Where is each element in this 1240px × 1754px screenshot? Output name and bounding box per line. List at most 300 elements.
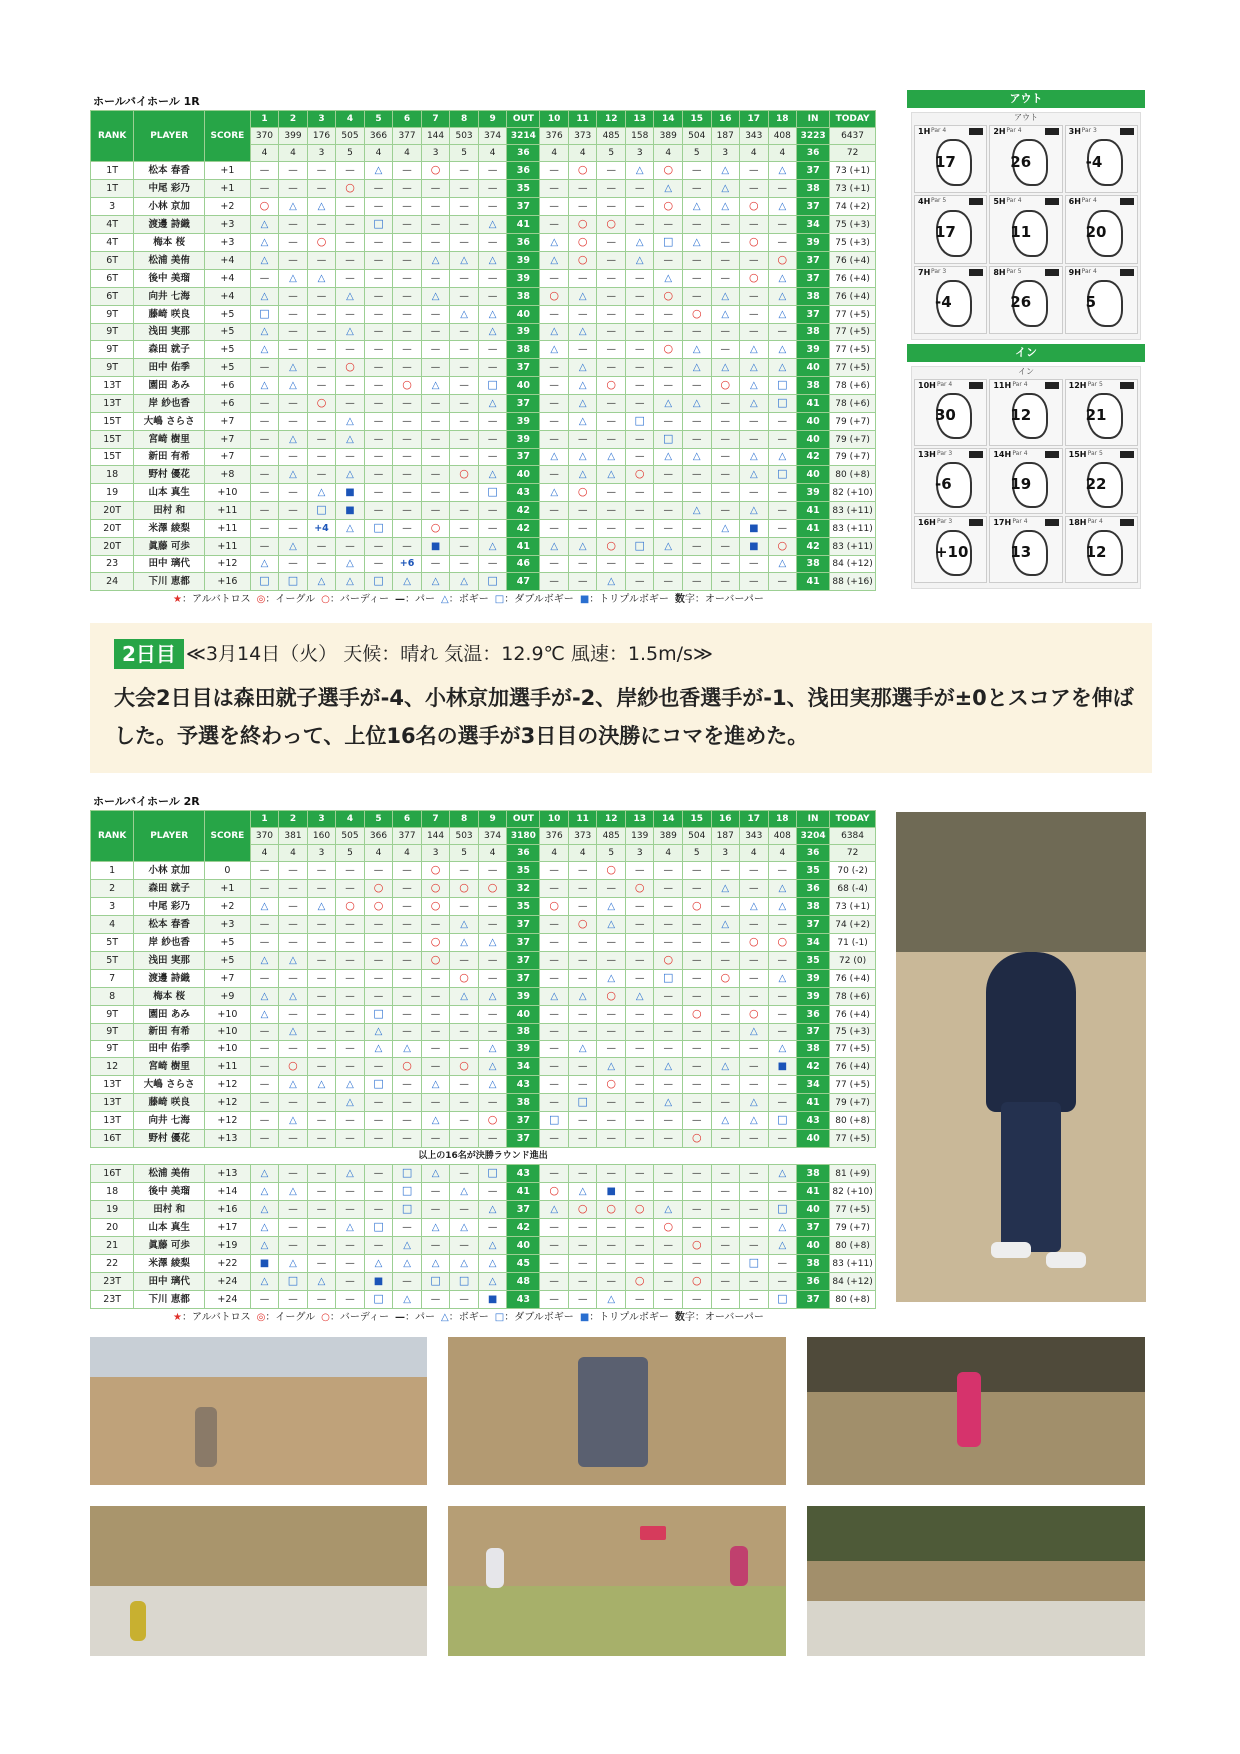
score-mark: —: [316, 1096, 327, 1108]
score-mark: △: [403, 1257, 411, 1269]
hole-result: [597, 395, 626, 413]
score-mark: —: [402, 182, 412, 194]
score-mark: —: [777, 504, 788, 516]
hole-result: [740, 449, 769, 466]
score-mark: ○: [430, 863, 441, 876]
today-total: 76 (+4): [830, 1006, 876, 1024]
hole-result: [336, 1058, 365, 1076]
score-mark: —: [663, 1043, 673, 1054]
player-score: +13: [205, 1165, 251, 1183]
player-rank: 13T: [91, 395, 134, 413]
score-mark: △: [260, 1275, 269, 1287]
score-mark: ○: [663, 163, 674, 176]
hole-par: 4: [540, 145, 569, 162]
score-mark: □: [634, 414, 645, 427]
hole-result: [568, 502, 597, 520]
score-mark: —: [577, 575, 588, 587]
player-name: 中尾 彩乃: [134, 180, 205, 198]
hole-result: [450, 1183, 479, 1201]
hole-par: 4: [393, 845, 422, 862]
player-rank: 23: [91, 556, 134, 573]
hole-result: [250, 934, 279, 952]
hole-result: [279, 198, 308, 216]
in-total: 39: [797, 970, 830, 988]
table-row: [91, 970, 876, 988]
rank-header: RANK: [91, 811, 134, 862]
hole-result: [625, 466, 654, 484]
score-mark: —: [577, 1060, 588, 1072]
score-mark: —: [749, 164, 759, 176]
hole-result: [768, 1255, 797, 1273]
score-mark: △: [488, 1043, 497, 1054]
score-mark: —: [749, 1167, 759, 1179]
score-mark: —: [402, 254, 412, 266]
hole-result: [307, 916, 336, 934]
score-mark: —: [316, 1167, 327, 1179]
today-total: 70 (-2): [830, 862, 876, 880]
score-mark: △: [289, 954, 297, 966]
score-mark: △: [488, 218, 497, 230]
hole-result: [597, 1094, 626, 1112]
score-mark: —: [373, 1096, 384, 1108]
hole-result: [336, 502, 365, 520]
pin-flag-icon: [1120, 269, 1134, 276]
score-mark: —: [402, 1132, 412, 1144]
score-mark: —: [549, 468, 559, 480]
hole-result: [625, 198, 654, 216]
player-rank: 9T: [91, 1006, 134, 1024]
hole-result: [364, 1094, 393, 1112]
in-total: 37: [797, 1024, 830, 1041]
hole-result: [279, 898, 308, 916]
hole-result: [250, 1255, 279, 1273]
score-mark: —: [316, 1060, 327, 1072]
today-total: 77 (+5): [830, 324, 876, 341]
score-mark: —: [316, 540, 327, 552]
score-mark: —: [606, 1239, 616, 1251]
legend-item-eagle: [257, 1312, 315, 1323]
score-mark: ○: [691, 1274, 702, 1287]
hole-result: [279, 324, 308, 341]
score-mark: —: [692, 1026, 702, 1037]
hole-result: [478, 862, 507, 880]
hole-result: [250, 1058, 279, 1076]
out-total: 35: [507, 862, 540, 880]
score-mark: △: [460, 990, 468, 1002]
score-mark: —: [634, 1293, 645, 1305]
score-mark: ○: [373, 899, 384, 912]
hole-result: [540, 198, 569, 216]
legend-item-birdie: [321, 594, 389, 605]
score-mark: —: [345, 972, 355, 984]
hole-yards: 374: [478, 828, 507, 845]
hole-result: [568, 1130, 597, 1148]
score-mark: —: [606, 182, 616, 194]
hole-result: [250, 1165, 279, 1183]
hole-result: [625, 341, 654, 359]
score-mark: —: [549, 1060, 559, 1072]
hole-result: [393, 413, 422, 431]
score-mark: —: [430, 504, 441, 516]
hole-yards: 399: [279, 128, 308, 145]
hole-result: [393, 1130, 422, 1148]
score-mark: —: [288, 522, 298, 534]
hole-result: [711, 520, 740, 538]
player-score: +5: [205, 934, 251, 952]
in-total: 39: [797, 988, 830, 1006]
in-total: 37: [797, 1291, 830, 1309]
score-mark: —: [459, 1043, 469, 1054]
score-mark: —: [549, 218, 559, 230]
score-mark: □: [548, 1113, 560, 1126]
hole-result: [711, 1219, 740, 1237]
hole-result: [654, 862, 683, 880]
score-mark: —: [288, 882, 298, 894]
score-mark: △: [578, 540, 587, 552]
hole-par: Par 4: [1087, 518, 1103, 526]
score-mark: —: [720, 415, 731, 427]
hole-yards: 160: [307, 828, 336, 845]
hole-yards: 377: [393, 828, 422, 845]
player-score: +7: [205, 431, 251, 449]
score-mark: —: [402, 236, 412, 248]
score-mark: —: [777, 954, 788, 966]
player-name: 藤崎 咲良: [134, 306, 205, 324]
player-rank: 6T: [91, 252, 134, 270]
score-mark: —: [316, 1221, 327, 1233]
legend-item-albatross: [173, 594, 251, 605]
hole-par: Par 3: [931, 267, 947, 275]
legend-symbol: △: [441, 594, 449, 605]
hole-number: 11H: [993, 381, 1012, 390]
score-mark: □: [663, 432, 674, 445]
scorecard-2r: [90, 810, 876, 1309]
hole-result: [478, 288, 507, 306]
score-mark: —: [345, 397, 355, 409]
hole-result: [683, 1165, 712, 1183]
score-mark: —: [459, 1096, 469, 1108]
score-mark: —: [373, 343, 384, 355]
today-total: 83 (+11): [830, 538, 876, 556]
score-mark: —: [777, 182, 788, 194]
score-mark: —: [749, 972, 759, 984]
hole-result: [364, 898, 393, 916]
hole-yards: 370: [250, 828, 279, 845]
hole-par: 4: [768, 845, 797, 862]
score-mark: △: [578, 451, 587, 462]
today-total: 77 (+5): [830, 1201, 876, 1219]
pin-position: -4: [934, 293, 952, 312]
hole-result: [393, 216, 422, 234]
score-mark: —: [720, 1043, 731, 1054]
hole-result: [393, 162, 422, 180]
today-total: 74 (+2): [830, 198, 876, 216]
score-mark: —: [663, 558, 673, 569]
hole-result: [250, 341, 279, 359]
score-mark: —: [606, 558, 616, 569]
score-mark: —: [487, 272, 498, 284]
hole-result: [625, 180, 654, 198]
score-mark: —: [606, 1043, 616, 1054]
hole-result: [540, 359, 569, 377]
in-total: 38: [797, 556, 830, 573]
hole-par: 4: [279, 145, 308, 162]
table-row: [91, 1112, 876, 1130]
hole-result: [540, 252, 569, 270]
today-total: 84 (+12): [830, 556, 876, 573]
player-name: 渡邊 詩織: [134, 216, 205, 234]
score-mark: —: [316, 1132, 327, 1144]
today-total: 83 (+11): [830, 1255, 876, 1273]
score-mark: —: [402, 864, 412, 876]
hole-result: [711, 1165, 740, 1183]
score-mark: —: [430, 558, 441, 569]
in-total: 41: [797, 395, 830, 413]
hole-result: [768, 466, 797, 484]
hole-result: [250, 1273, 279, 1291]
hole-yards: 381: [279, 828, 308, 845]
score-mark: —: [402, 397, 412, 409]
out-total: 37: [507, 449, 540, 466]
player-score: +16: [205, 573, 251, 591]
hole-result: [625, 1130, 654, 1148]
out-total: 41: [507, 216, 540, 234]
score-mark: △: [578, 379, 587, 391]
score-mark: □: [401, 1202, 413, 1215]
hole-result: [250, 1291, 279, 1309]
legend-label: ：ボギー: [448, 594, 489, 605]
hole-result: [478, 1130, 507, 1148]
score-mark: —: [692, 433, 702, 445]
legend-label: ：ダブルボギー: [504, 594, 574, 605]
hole-result: [450, 1237, 479, 1255]
score-mark: △: [317, 272, 326, 284]
hole-result: [250, 1094, 279, 1112]
hole-result: [625, 1094, 654, 1112]
hole-result: [654, 916, 683, 934]
hole-par: 4: [364, 845, 393, 862]
score-mark: —: [316, 882, 327, 894]
today-total: 71 (-1): [830, 934, 876, 952]
hole-result: [336, 1130, 365, 1148]
score-mark: △: [550, 540, 559, 552]
hole-par: Par 3: [1081, 127, 1097, 134]
score-mark: △: [260, 218, 269, 230]
score-mark: △: [607, 1293, 616, 1305]
score-mark: △: [289, 1257, 297, 1269]
in-total: 38: [797, 898, 830, 916]
score-mark: —: [634, 864, 645, 876]
yard-total: 6437: [830, 128, 876, 145]
player-name: 松浦 美侑: [134, 1165, 205, 1183]
score-mark: △: [778, 1239, 787, 1251]
score-mark: △: [431, 1221, 440, 1233]
hole-result: [568, 484, 597, 502]
hole-result: [625, 1165, 654, 1183]
score-mark: —: [316, 379, 327, 391]
hole-result: [568, 413, 597, 431]
today-total: 73 (+1): [830, 162, 876, 180]
course-header: アウト: [907, 90, 1145, 108]
score-mark: —: [373, 290, 384, 302]
in-total: 40: [797, 1237, 830, 1255]
score-mark: △: [578, 415, 587, 427]
score-mark: —: [720, 1008, 731, 1020]
hole-result: [279, 916, 308, 934]
hole-map: [1065, 448, 1138, 515]
score-mark: ○: [487, 1113, 498, 1126]
hole-result: [740, 1273, 769, 1291]
player-score: +14: [205, 1183, 251, 1201]
hole-result: [364, 1076, 393, 1094]
pin-position: 22: [1085, 474, 1107, 493]
player-score: +10: [205, 1006, 251, 1024]
score-mark: —: [720, 936, 731, 948]
hole-result: [683, 431, 712, 449]
par-out-total: 36: [507, 145, 540, 162]
hole-result: [625, 234, 654, 252]
score-mark: △: [460, 1257, 468, 1269]
score-mark: △: [488, 540, 497, 552]
score-mark: —: [373, 486, 384, 498]
hole-result: [654, 306, 683, 324]
hole-result: [740, 413, 769, 431]
table-row: [91, 1130, 876, 1148]
hole-result: [450, 1112, 479, 1130]
hole-result: [540, 1041, 569, 1058]
hole-yards: 144: [421, 128, 450, 145]
score-mark: —: [402, 433, 412, 445]
hole-result: [450, 898, 479, 916]
pin-flag-icon: [1120, 451, 1134, 458]
score-mark: ■: [606, 1185, 616, 1197]
hole-result: [336, 934, 365, 952]
score-mark: ○: [691, 1238, 702, 1251]
hole-result: [711, 234, 740, 252]
in-total: 37: [797, 198, 830, 216]
score-mark: —: [749, 918, 759, 930]
hole-par: 5: [336, 145, 365, 162]
today-total: 77 (+5): [830, 306, 876, 324]
score-mark: —: [577, 864, 588, 876]
today-total: 80 (+8): [830, 1291, 876, 1309]
score-mark: —: [634, 1043, 645, 1054]
hole-result: [421, 1130, 450, 1148]
score-mark: —: [288, 236, 298, 248]
score-mark: ○: [430, 881, 441, 894]
hole-result: [336, 449, 365, 466]
hole-result: [421, 1094, 450, 1112]
hole-result: [768, 180, 797, 198]
hole-result: [597, 1183, 626, 1201]
score-mark: —: [316, 343, 327, 355]
hole-result: [336, 1291, 365, 1309]
score-mark: —: [259, 1132, 270, 1144]
hole-result: [250, 413, 279, 431]
score-mark: △: [721, 918, 730, 930]
hole-result: [393, 1201, 422, 1219]
hole-result: [683, 1041, 712, 1058]
hole-result: [625, 324, 654, 341]
score-mark: —: [487, 900, 498, 912]
hole-result: [568, 1006, 597, 1024]
hole-result: [768, 1112, 797, 1130]
score-mark: —: [634, 218, 645, 230]
hole-result: [279, 252, 308, 270]
score-mark: ■: [430, 540, 441, 552]
score-mark: —: [316, 361, 327, 373]
hole-result: [336, 359, 365, 377]
hole-result: [625, 556, 654, 573]
hole-result: [421, 216, 450, 234]
score-mark: —: [549, 272, 559, 284]
score-mark: —: [259, 433, 270, 445]
hole-number: 1H: [918, 127, 931, 136]
hole-number: 15: [683, 811, 712, 828]
pin-position: 17: [934, 222, 956, 241]
hole-yards: 505: [336, 828, 365, 845]
hole-result: [364, 198, 393, 216]
score-mark: —: [777, 1185, 788, 1197]
player-rank: 13T: [91, 1094, 134, 1112]
hole-result: [421, 862, 450, 880]
hole-result: [421, 538, 450, 556]
score-mark: —: [663, 1132, 673, 1144]
score-mark: △: [692, 200, 701, 212]
hole-result: [393, 1076, 422, 1094]
hole-result: [393, 1219, 422, 1237]
score-mark: △: [550, 990, 559, 1002]
hole-result: [740, 377, 769, 395]
score-mark: —: [345, 308, 355, 320]
in-total: 39: [797, 484, 830, 502]
in-total: 38: [797, 1041, 830, 1058]
today-total: 78 (+6): [830, 988, 876, 1006]
score-mark: △: [460, 936, 468, 948]
hole-result: [336, 573, 365, 591]
hole-result: [279, 1058, 308, 1076]
hole-result: [393, 934, 422, 952]
table-row: [91, 359, 876, 377]
score-mark: —: [663, 864, 673, 876]
hole-result: [421, 1112, 450, 1130]
score-mark: —: [549, 504, 559, 516]
hole-result: [768, 413, 797, 431]
out-course-map: [907, 90, 1145, 340]
score-mark: □: [777, 1113, 788, 1126]
hole-par: 4: [250, 145, 279, 162]
hole-par: 4: [540, 845, 569, 862]
photo-fairway-3: [807, 1337, 1145, 1485]
player-score: +10: [205, 1041, 251, 1058]
hole-result: [336, 216, 365, 234]
pin-position: -4: [1085, 152, 1103, 171]
score-mark: —: [345, 1026, 355, 1037]
hole-result: [336, 162, 365, 180]
hole-result: [421, 1219, 450, 1237]
score-mark: —: [777, 236, 788, 248]
score-mark: △: [431, 379, 440, 391]
score-mark: —: [577, 433, 588, 445]
hole-par: 3: [421, 845, 450, 862]
score-mark: —: [430, 451, 441, 462]
hole-yards: 485: [597, 828, 626, 845]
hole-result: [364, 988, 393, 1006]
hole-result: [768, 1041, 797, 1058]
hole-result: [478, 573, 507, 591]
hole-par: 5: [450, 845, 479, 862]
score-mark: □: [777, 467, 788, 480]
